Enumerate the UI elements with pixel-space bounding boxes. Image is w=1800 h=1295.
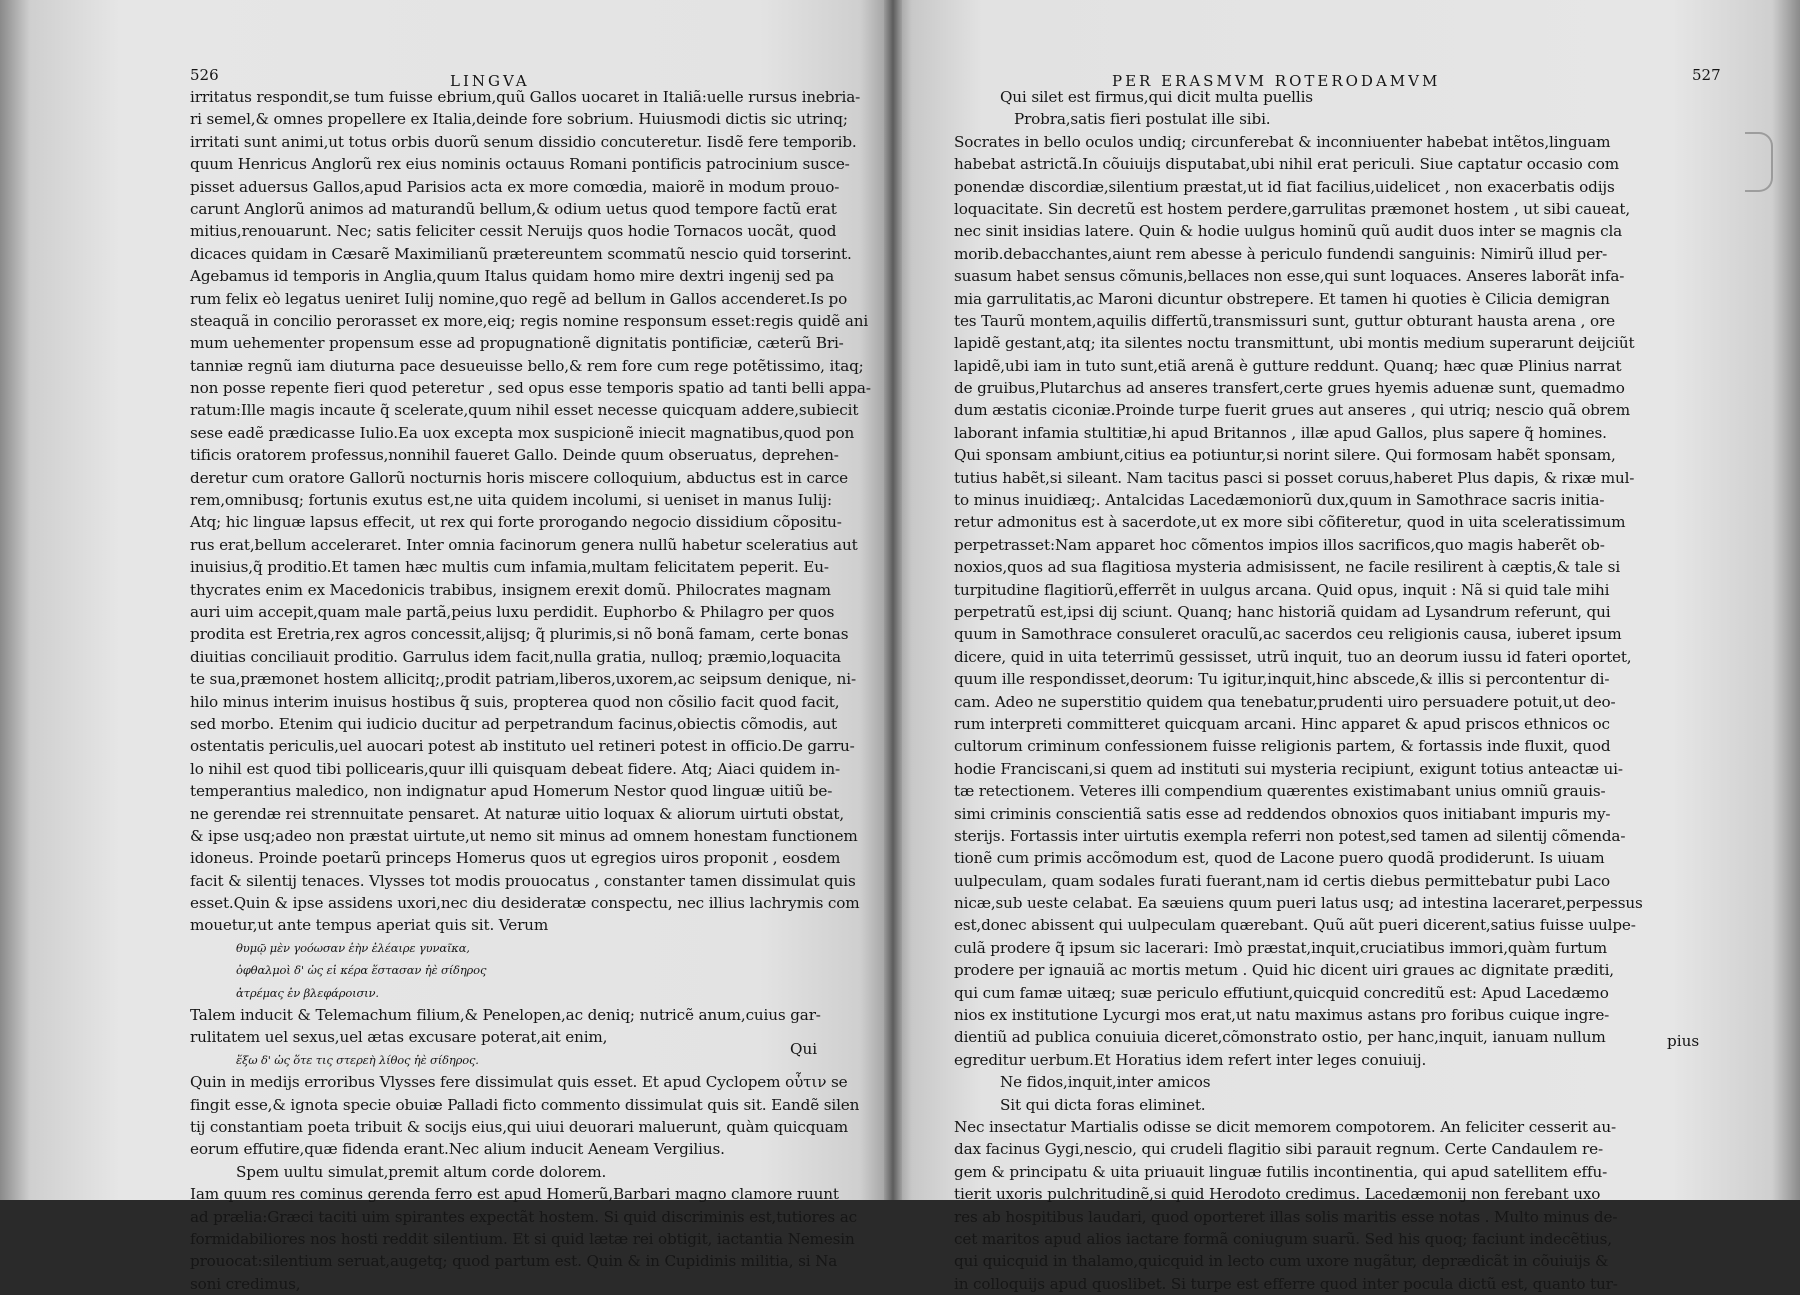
text-line: inuisius,q̃ proditio.Et tamen hæc multis cum infamia,multam felicitatem peperit. Eu- xyxy=(190,558,829,577)
text-line: laborant infamia stultitiæ,hi apud Britannos , illæ apud Gallos, plus sapere q̃ homines. xyxy=(954,423,1607,442)
text-line: cet maritos apud alios iactare formã coniugum suarũ. Sed his quoq; faciunt indecẽtius, xyxy=(954,1229,1612,1248)
text-line: prouocat:silentium seruat,augetq; quod partum est. Quin & in Cupidinis militia, si Na xyxy=(190,1252,838,1271)
text-line: res ab hospitibus laudari, quod oporteret illas solis maritis esse notas . Multo minus de- xyxy=(954,1207,1618,1226)
text-line: est,donec abissent qui uulpeculam quærebant. Quũ aũt pueri dicerent,satius fuisse uulpe- xyxy=(954,916,1636,935)
text-line: Iam quum res cominus gerenda ferro est apud Homerũ,Barbari magno clamore ruunt xyxy=(190,1185,839,1204)
text-line: eorum effutire,quæ fidenda erant.Nec alium inducit Aeneam Vergilius. xyxy=(190,1140,725,1159)
text-line: lo nihil est quod tibi pollicearis,quur illi quisquam debeat fidere. Atq; Aiaci quidem in- xyxy=(190,759,840,778)
text-line: ponendæ discordiæ,silentium præstat,ut id fiat facilius,uidelicet , non exacerbatis odijs xyxy=(954,177,1615,196)
text-line: ἕξω δ' ὡς ὅτε τις στερεὴ λίθος ἠὲ σίδηρος. xyxy=(236,1052,479,1067)
text-line: cultorum criminum confessionem fuisse religionis partem, & fortassis inde fluxit, quod xyxy=(954,737,1611,756)
text-line: ad prælia:Græci taciti uim spirantes expectãt hostem. Si quid discriminis est,tutiores ac xyxy=(190,1207,857,1226)
text-line: auri uim accepit,quam male partã,peius luxu perdidit. Euphorbo & Philagro per quos xyxy=(190,602,835,621)
text-line: facit & silentij tenaces. Vlysses tot modis prouocatus , constanter tamen dissimulat quis xyxy=(190,871,856,890)
text-line: irritati sunt animi,ut totus orbis duorũ senum dissidio concuteretur. Iisdẽ fere temporib. xyxy=(190,132,857,151)
text-line: Quin in medijs erroribus Vlysses fere dissimulat quis esset. Et apud Cyclopem οὖτιν se xyxy=(190,1073,848,1092)
text-line: & ipse usq;adeo non præstat uirtute,ut nemo sit minus ad omnem honestam functionem xyxy=(190,826,858,845)
text-line: loquacitate. Sin decretũ est hostem perdere,garrulitas præmonet hostem , ut sibi caueat, xyxy=(954,199,1631,218)
catchword: Qui xyxy=(790,1040,818,1058)
text-line: te sua,præmonet hostem allicitq;,prodit patriam,liberos,uxorem,ac seipsum denique, ni- xyxy=(190,670,856,689)
left-page xyxy=(0,0,892,1293)
text-line: Probra,satis fieri postulat ille sibi. xyxy=(1014,110,1271,129)
text-line: nec sinit insidias latere. Quin & hodie uulgus hominũ quũ audit duos inter se magnis cla xyxy=(954,222,1623,241)
text-line: habebat astrictã.In cõuiuijs disputabat,ubi nihil erat periculi. Siue captatur occasio com xyxy=(954,155,1619,174)
text-line: Sit qui dicta foras eliminet. xyxy=(1000,1095,1206,1114)
text-line: rulitatem uel sexus,uel ætas excusare poterat,ait enim, xyxy=(190,1028,608,1047)
text-line: lapidẽ gestant,atq; ita silentes noctu transmittunt, ubi montis medium superarunt deijciũt xyxy=(954,334,1635,353)
text-line: nios ex institutione Lycurgi mos erat,ut natu maximus astans pro foribus cuique ingre- xyxy=(954,1006,1610,1025)
text-line: rem,omnibusq; fortunis exutus est,ne uita quidem incolumi, si ueniset in manus Iulij: xyxy=(190,491,832,510)
text-line: rum felix eò legatus ueniret Iulij nomine,quo regẽ ad bellum in Gallos accenderet.Is po xyxy=(190,289,848,308)
text-line: tanniæ regnũ iam diuturna pace desueuisse bello,& rem fore cum rege potẽtissimo, itaq; xyxy=(190,356,864,375)
text-line: fingit esse,& ignota specie obuiæ Palladi ficto commento dissimulat quis sit. Eandẽ silen xyxy=(190,1095,860,1114)
text-line: formidabiliores nos hosti reddit silentium. Et si quid lætæ rei obtigit, iactantia Nemesin xyxy=(190,1229,855,1248)
text-line: diuitias conciliauit proditio. Garrulus idem facit,nulla gratia, nulloq; præmio,loquacita xyxy=(190,647,841,666)
right-page xyxy=(892,0,1800,1293)
text-line: Atq; hic linguæ lapsus effecit, ut rex qui forte prorogando negocio dissidium cõpositu- xyxy=(190,513,842,532)
handwritten-bracket-mark xyxy=(1745,132,1773,192)
text-line: esset.Quin & ipse assidens uxori,nec diu desideratæ conspectu, nec illius lachrymis com xyxy=(190,894,860,913)
text-line: rum interpreti committeret quicquam arcani. Hinc apparet & apud priscos ethnicos oc xyxy=(954,714,1610,733)
text-line: thycrates enim ex Macedonicis trabibus, insignem erexit domũ. Philocrates magnam xyxy=(190,580,831,599)
text-line: Qui silet est firmus,qui dicit multa puellis xyxy=(1000,88,1313,106)
page-number: 526 xyxy=(190,66,219,84)
text-line: gem & principatu & uita priuauit linguæ futilis incontinentia, qui apud satellitem effu- xyxy=(954,1162,1608,1181)
body-text xyxy=(190,86,871,1295)
text-line: ὀφθαλμοὶ δ' ὡς εἰ κέρα ἕστασαν ἠὲ σίδηρος xyxy=(236,963,487,978)
text-line: Socrates in bello oculos undiq; circunferebat & inconniuenter habebat intẽtos,linguam xyxy=(954,132,1611,151)
text-line: rus erat,bellum acceleraret. Inter omnia facinorum genera nullũ habetur sceleratius aut xyxy=(190,535,858,554)
text-line: morib.debacchantes,aiunt rem abesse à periculo fundendi sanguinis: Nimirũ illud per- xyxy=(954,244,1608,263)
text-line: noxios,quos ad sua flagitiosa mysteria admisissent, ne facile resilirent à cæptis,& tale si xyxy=(954,558,1621,577)
text-line: ostentatis periculis,uel auocari potest ab instituto uel retineri potest in officio.De garru- xyxy=(190,737,855,756)
text-line: dum æstatis ciconiæ.Proinde turpe fuerit grues aut anseres , qui utriq; nescio quã obrem xyxy=(954,401,1630,420)
text-line: carunt Anglorũ animos ad maturandũ bellum,& odium uetus quod tempore factũ erat xyxy=(190,199,837,218)
text-line: dientiũ ad publica conuiuia diceret,cõmonstrato ostio, per hanc,inquit, ianuam nullum xyxy=(954,1028,1606,1047)
text-line: Talem inducit & Telemachum filium,& Penelopen,ac deniq; nutricẽ anum,cuius gar- xyxy=(190,1006,821,1025)
text-line: Ne fidos,inquit,inter amicos xyxy=(1000,1073,1211,1092)
text-line: Spem uultu simulat,premit altum corde dolorem. xyxy=(236,1162,607,1181)
text-line: tæ retectionem. Veteres illi compendium quærentes existimabant unius omniũ grauis- xyxy=(954,782,1606,801)
text-line: nicæ,sub ueste celabat. Ea sæuiens quum pueri latus usq; ad intestina laceraret,perpessus xyxy=(954,894,1643,913)
text-line: hilo minus interim inuisus hostibus q̃ suis, propterea quod non cõsilio facit quod facit, xyxy=(190,692,840,711)
running-head: PER ERASMVM ROTERODAMVM xyxy=(1112,72,1441,90)
text-line: turpitudine flagitiorũ,efferrẽt in uulgus arcana. Quid opus, inquit : Nã si quid tale mihi xyxy=(954,580,1610,599)
text-line: retur admonitus est à sacerdote,ut ex more sibi cõfiteretur, quod in uita sceleratissimum xyxy=(954,513,1626,532)
text-line: prodita est Eretria,rex agros concessit,alijsq; q̃ plurimis,si nõ bonã famam, certe bonas xyxy=(190,625,849,644)
text-line: egreditur uerbum.Et Horatius idem refert inter leges conuiuij. xyxy=(954,1050,1427,1069)
text-line: dax facinus Gygi,nescio, qui crudeli flagitio sibi parauit regnum. Certe Candaulem re- xyxy=(954,1140,1603,1159)
body-text xyxy=(954,86,1744,1295)
text-line: dicaces quidam in Cæsarẽ Maximilianũ prætereuntem scommatũ nescio quid torserint. xyxy=(190,244,852,263)
text-line: perpetrasset:Nam apparet hoc cõmentos impios illos sacrificos,quo magis haberẽt ob- xyxy=(954,535,1605,554)
text-line: mum uehementer propensum esse ad propugnationẽ dignitatis pontificiæ, cæterũ Bri- xyxy=(190,334,844,353)
text-line: sese eadẽ prædicasse Iulio.Ea uox excepta mox suspicionẽ iniecit magnatibus,quod pon xyxy=(190,423,855,442)
text-line: Qui sponsam ambiunt,citius ea potiuntur,si norint silere. Qui formosam habẽt sponsam, xyxy=(954,446,1616,465)
text-line: non posse repente fieri quod peteretur , sed opus esse temporis spatio ad tanti belli appa- xyxy=(190,379,871,398)
text-line: soni credimus, xyxy=(190,1274,301,1293)
text-line: perpetratũ est,ipsi dij sciunt. Quanq; hanc historiã quidam ad Lysandrum referunt, qui xyxy=(954,602,1611,621)
text-line: de gruibus,Plutarchus ad anseres transfert,certe grues hyemis aduenæ sunt, quemadmo xyxy=(954,379,1625,398)
text-line: quum in Samothrace consuleret oraculũ,ac sacerdos ceu religionis causa, iuberet ipsum xyxy=(954,625,1622,644)
text-line: temperantius maledico, non indignatur apud Homerum Nestor quod linguæ uitiũ be- xyxy=(190,782,833,801)
text-line: irritatus respondit,se tum fuisse ebrium,quũ Gallos uocaret in Italiã:uelle rursus inebria- xyxy=(190,88,861,106)
text-line: tij constantiam poeta tribuit & socijs eius,qui uiui deuorari maluerunt, quàm quicquam xyxy=(190,1117,849,1136)
text-line: in colloquijs apud quoslibet. Si turpe est efferre quod inter pocula dictũ est, quanto tur- xyxy=(954,1274,1618,1293)
text-line: qui quicquid in thalamo,quicquid in lecto cum uxore nugãtur, deprædicãt in cõuiuijs & xyxy=(954,1252,1609,1271)
text-line: lapidẽ,ubi iam in tuto sunt,etiã arenã è gutture reddunt. Quanq; hæc quæ Plinius narrat xyxy=(954,356,1622,375)
text-line: θυμῷ μὲν γοόωσαν ἑὴν ἐλέαιρε γυναῖκα, xyxy=(236,940,470,955)
text-line: ratum:Ille magis incaute q̃ scelerate,quum nihil esset necesse quicquam addere,subiecit xyxy=(190,401,859,420)
text-line: to minus inuidiæq;. Antalcidas Lacedæmoniorũ dux,quum in Samothrace sacris initia- xyxy=(954,491,1605,510)
text-line: tionẽ cum primis accõmodum est, quod de Lacone puero quodã prodiderunt. Is uiuam xyxy=(954,849,1605,868)
text-line: sed morbo. Etenim qui iudicio ducitur ad perpetrandum facinus,obiectis cõmodis, aut xyxy=(190,714,837,733)
text-line: mouetur,ut ante tempus aperiat quis sit. Verum xyxy=(190,916,549,935)
text-line: simi criminis conscientiã satis esse ad reddendos obnoxios quos initiabant impuris my- xyxy=(954,804,1611,823)
text-line: idoneus. Proinde poetarũ princeps Homerus quos ut egregios uiros proponit , eosdem xyxy=(190,849,841,868)
text-line: sterijs. Fortassis inter uirtutis exempla referri non potest,sed tamen ad silentij cõmenda- xyxy=(954,826,1626,845)
text-line: quum Henricus Anglorũ rex eius nominis octauus Romani pontificis patrocinium susce- xyxy=(190,155,850,174)
text-line: ne gerendæ rei strennuitate pensaret. At naturæ uitio loquax & aliorum uirtuti obstat, xyxy=(190,804,845,823)
text-line: tutius habẽt,si sileant. Nam tacitus pasci si posset coruus,haberet Plus dapis, & rixæ mul- xyxy=(954,468,1635,487)
text-line: hodie Franciscani,si quem ad instituti sui mysteria recipiunt, exigunt totius anteactæ ui- xyxy=(954,759,1623,778)
text-line: tes Taurũ montem,aquilis differtũ,transmissuri sunt, guttur obturant hausta arena , ore xyxy=(954,311,1615,330)
text-line: cam. Adeo ne superstitio quidem qua tenebatur,prudenti uiro persuadere potuit,ut deo- xyxy=(954,692,1616,711)
text-line: quum ille respondisset,deorum: Tu igitur,inquit,hinc abscede,& illis si percontentur di- xyxy=(954,670,1610,689)
text-line: uulpeculam, quam sodales furati fuerant,nam id certis diebus permittebatur pubi Laco xyxy=(954,871,1611,890)
text-line: ri semel,& omnes propellere ex Italia,deinde fore sobrium. Huiusmodi dictis sic utrinq; xyxy=(190,110,848,129)
text-line: tificis oratorem professus,nonnihil faueret Gallo. Deinde quum obseruatus, deprehen- xyxy=(190,446,839,465)
text-line: Agebamus id temporis in Anglia,quum Italus quidam homo mire dextri ingenij sed pa xyxy=(190,267,835,286)
running-head: LINGVA xyxy=(450,72,530,90)
text-line: mitius,renouarunt. Nec; satis feliciter cessit Neruijs quos hodie Tornacos uocãt, quod xyxy=(190,222,837,241)
text-line: qui cum famæ uitæq; suæ periculo effutiunt,quicquid concreditũ est: Apud Lacedæmo xyxy=(954,983,1609,1002)
text-line: mia garrulitatis,ac Maroni dicuntur obstrepere. Et tamen hi quoties è Cilicia demigran xyxy=(954,289,1610,308)
text-line: deretur cum oratore Gallorũ nocturnis horis miscere colloquium, abductus est in carce xyxy=(190,468,849,487)
text-line: steaquã in concilio perorasset ex more,eiq; regis nomine responsum esset:regis quidẽ ani xyxy=(190,311,869,330)
text-line: dicere, quid in uita teterrimũ gessisset, utrũ inquit, tuo an deorum iussu id fateri oportet, xyxy=(954,647,1632,666)
text-line: ἀτρέμας ἐν βλεφάροισιν. xyxy=(236,985,379,1000)
text-line: tierit uxoris pulchritudinẽ,si quid Herodoto credimus. Lacedæmonij non ferebant uxo xyxy=(954,1185,1601,1204)
text-line: pisset aduersus Gallos,apud Parisios acta ex more comœdia, maiorẽ in modum prouo- xyxy=(190,177,840,196)
text-line: suasum habet sensus cõmunis,bellaces non esse,qui sunt loquaces. Anseres laborãt infa- xyxy=(954,267,1625,286)
text-line: prodere per ignauiã ac mortis metum . Quid hic dicent uiri graues ac dignitate præditi, xyxy=(954,961,1614,980)
text-line: culã prodere q̃ ipsum sic lacerari: Imò præstat,inquit,cruciatibus immori,quàm furtum xyxy=(954,938,1608,957)
catchword: pius xyxy=(1667,1032,1700,1050)
book-gutter xyxy=(884,0,902,1200)
text-line: Nec insectatur Martialis odisse se dicit memorem compotorem. An feliciter cesserit au- xyxy=(954,1117,1617,1136)
page-number: 527 xyxy=(1692,66,1721,84)
